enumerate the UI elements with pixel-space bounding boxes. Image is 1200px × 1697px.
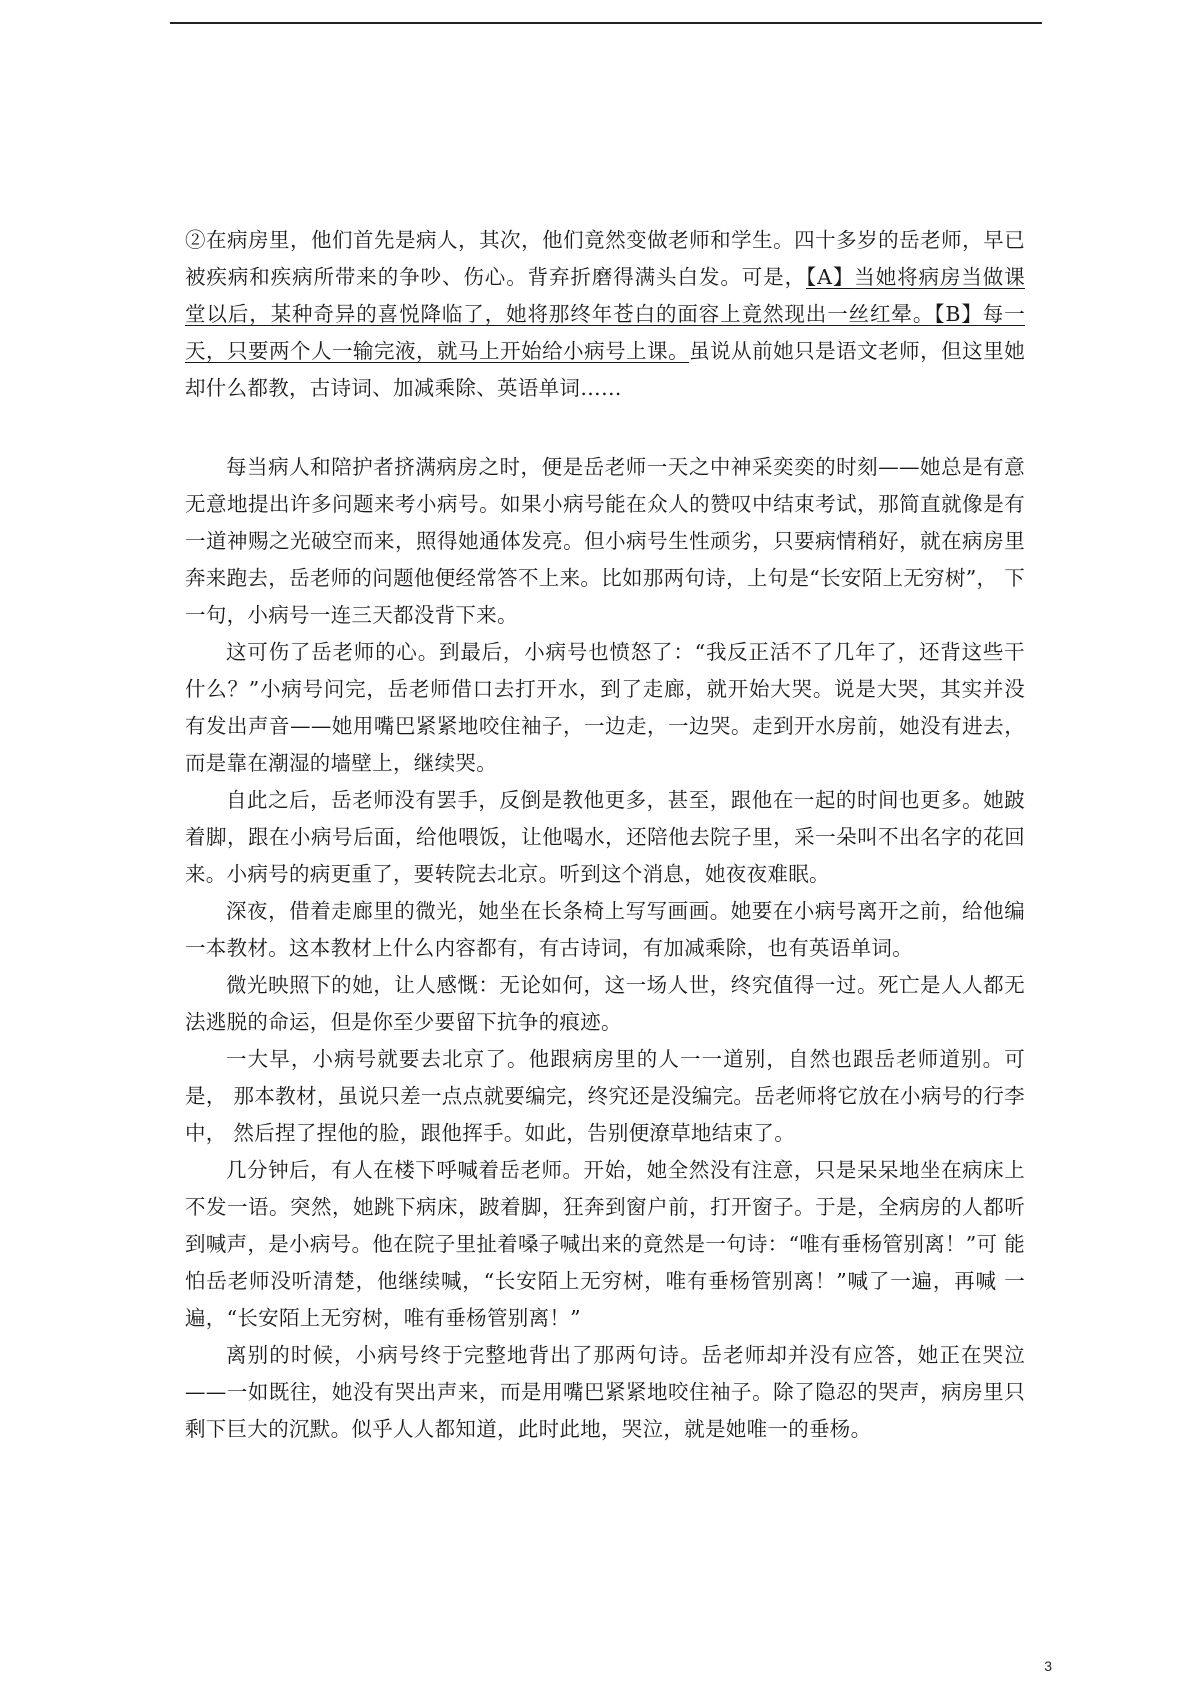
marker-a: 【A】 [806,265,855,289]
paragraph-2-lead: ②在病房里，他们首先是病人，其次，他们竟然变做老师和学生。四十多岁的岳老师，早已 被疾病和疾病所带来的争吵、伤心。背弃折磨得满头白发。可是， [185,228,1025,289]
header-rule [170,22,1042,24]
paragraph: 每当病人和陪护者挤满病房之时，便是岳老师一天之中神采奕奕的时刻——她总是有意无意地提出许多问题来考小病号。如果小病号能在众人的赞叹中结束考试，那简直就像是有一道神赐之光破空而来，照得她通体发亮。但小病号生性顽劣，只要病情稍好，就在病房里奔来跑去，岳老师的问题他便经常答不上来。比如那两句诗，上句是“长安陌上无穷树”， 下一句，小病号一连三天都没背下来。 [185,455,1025,627]
page-body [185,222,1025,1448]
paragraph-2 [185,222,1025,407]
paragraph-2-tail: 虽说从前她只是语文老师，但这里她却什么都教，古诗词、加减乘除、英语单词…… [185,339,1025,400]
paragraph: 深夜，借着走廊里的微光，她坐在长条椅上写写画画。她要在小病号离开之前，给他编 一本教材。这本教材上什么内容都有，有古诗词，有加减乘除，也有英语单词。 [185,899,1025,960]
paragraph: 几分钟后，有人在楼下呼喊着岳老师。开始，她全然没有注意，只是呆呆地坐在病床上 不发一语。突然，她跳下病床，跛着脚，狂奔到窗户前，打开窗子。于是，全病房的人都听 到喊声，是小病号。他在院子里扯着嗓子喊出来的竟然是一句诗：“唯有垂杨管别离！”可 能怕岳老师没听清楚，他继续喊，“长安陌上无穷树，唯有垂杨管别离！”喊了一遍，再喊 一遍，“长安陌上无穷树，唯有垂杨管别离！” [185,1158,1025,1330]
sentence-a: 当她将病房当做课 堂以后，某种奇异的喜悦降临了，她将那终年苍白的面容上竟然现出一丝红晕。 [185,265,1025,326]
sentence-b: 每一 天，只要两个人一输完液，就马上开始给小病号上课。 [185,302,1026,363]
marker-b: 【B】 [934,302,983,326]
paragraph: 自此之后，岳老师没有罢手，反倒是教他更多，甚至，跟他在一起的时间也更多。她跛 着脚，跟在小病号后面，给他喂饭，让他喝水，还陪他去院子里，采一朵叫不出名字的花回来。小病号的病更重了，要转院去北京。听到这个消息，她夜夜难眠。 [185,788,1025,886]
paragraph: 离别的时候，小病号终于完整地背出了那两句诗。岳老师却并没有应答，她正在哭泣——一如既往，她没有哭出声来，而是用嘴巴紧紧地咬住袖子。除了隐忍的哭声，病房里只剩下巨大的沉默。似乎人人都知道，此时此地，哭泣，就是她唯一的垂杨。 [185,1343,1025,1441]
paragraph: 微光映照下的她，让人感慨：无论如何，这一场人世，终究值得一过。死亡是人人都无法逃脱的命运，但是你至少要留下抗争的痕迹。 [185,973,1025,1034]
paragraph: 一大早，小病号就要去北京了。他跟病房里的人一一道别，自然也跟岳老师道别。可是， 那本教材，虽说只差一点点就要编完，终究还是没编完。岳老师将它放在小病号的行李中， 然后捏了捏他的脸，跟他挥手。如此，告别便潦草地结束了。 [185,1047,1025,1145]
page-number: 3 [1044,1658,1052,1674]
paragraph: 这可伤了岳老师的心。到最后，小病号也愤怒了：“我反正活不了几年了，还背这些干什么？”小病号问完，岳老师借口去打开水，到了走廊，就开始大哭。说是大哭，其实并没有发出声音——她用嘴巴紧紧地咬住袖子，一边走，一边哭。走到开水房前，她没有进去， 而是靠在潮湿的墙壁上，继续哭。 [185,640,1025,775]
